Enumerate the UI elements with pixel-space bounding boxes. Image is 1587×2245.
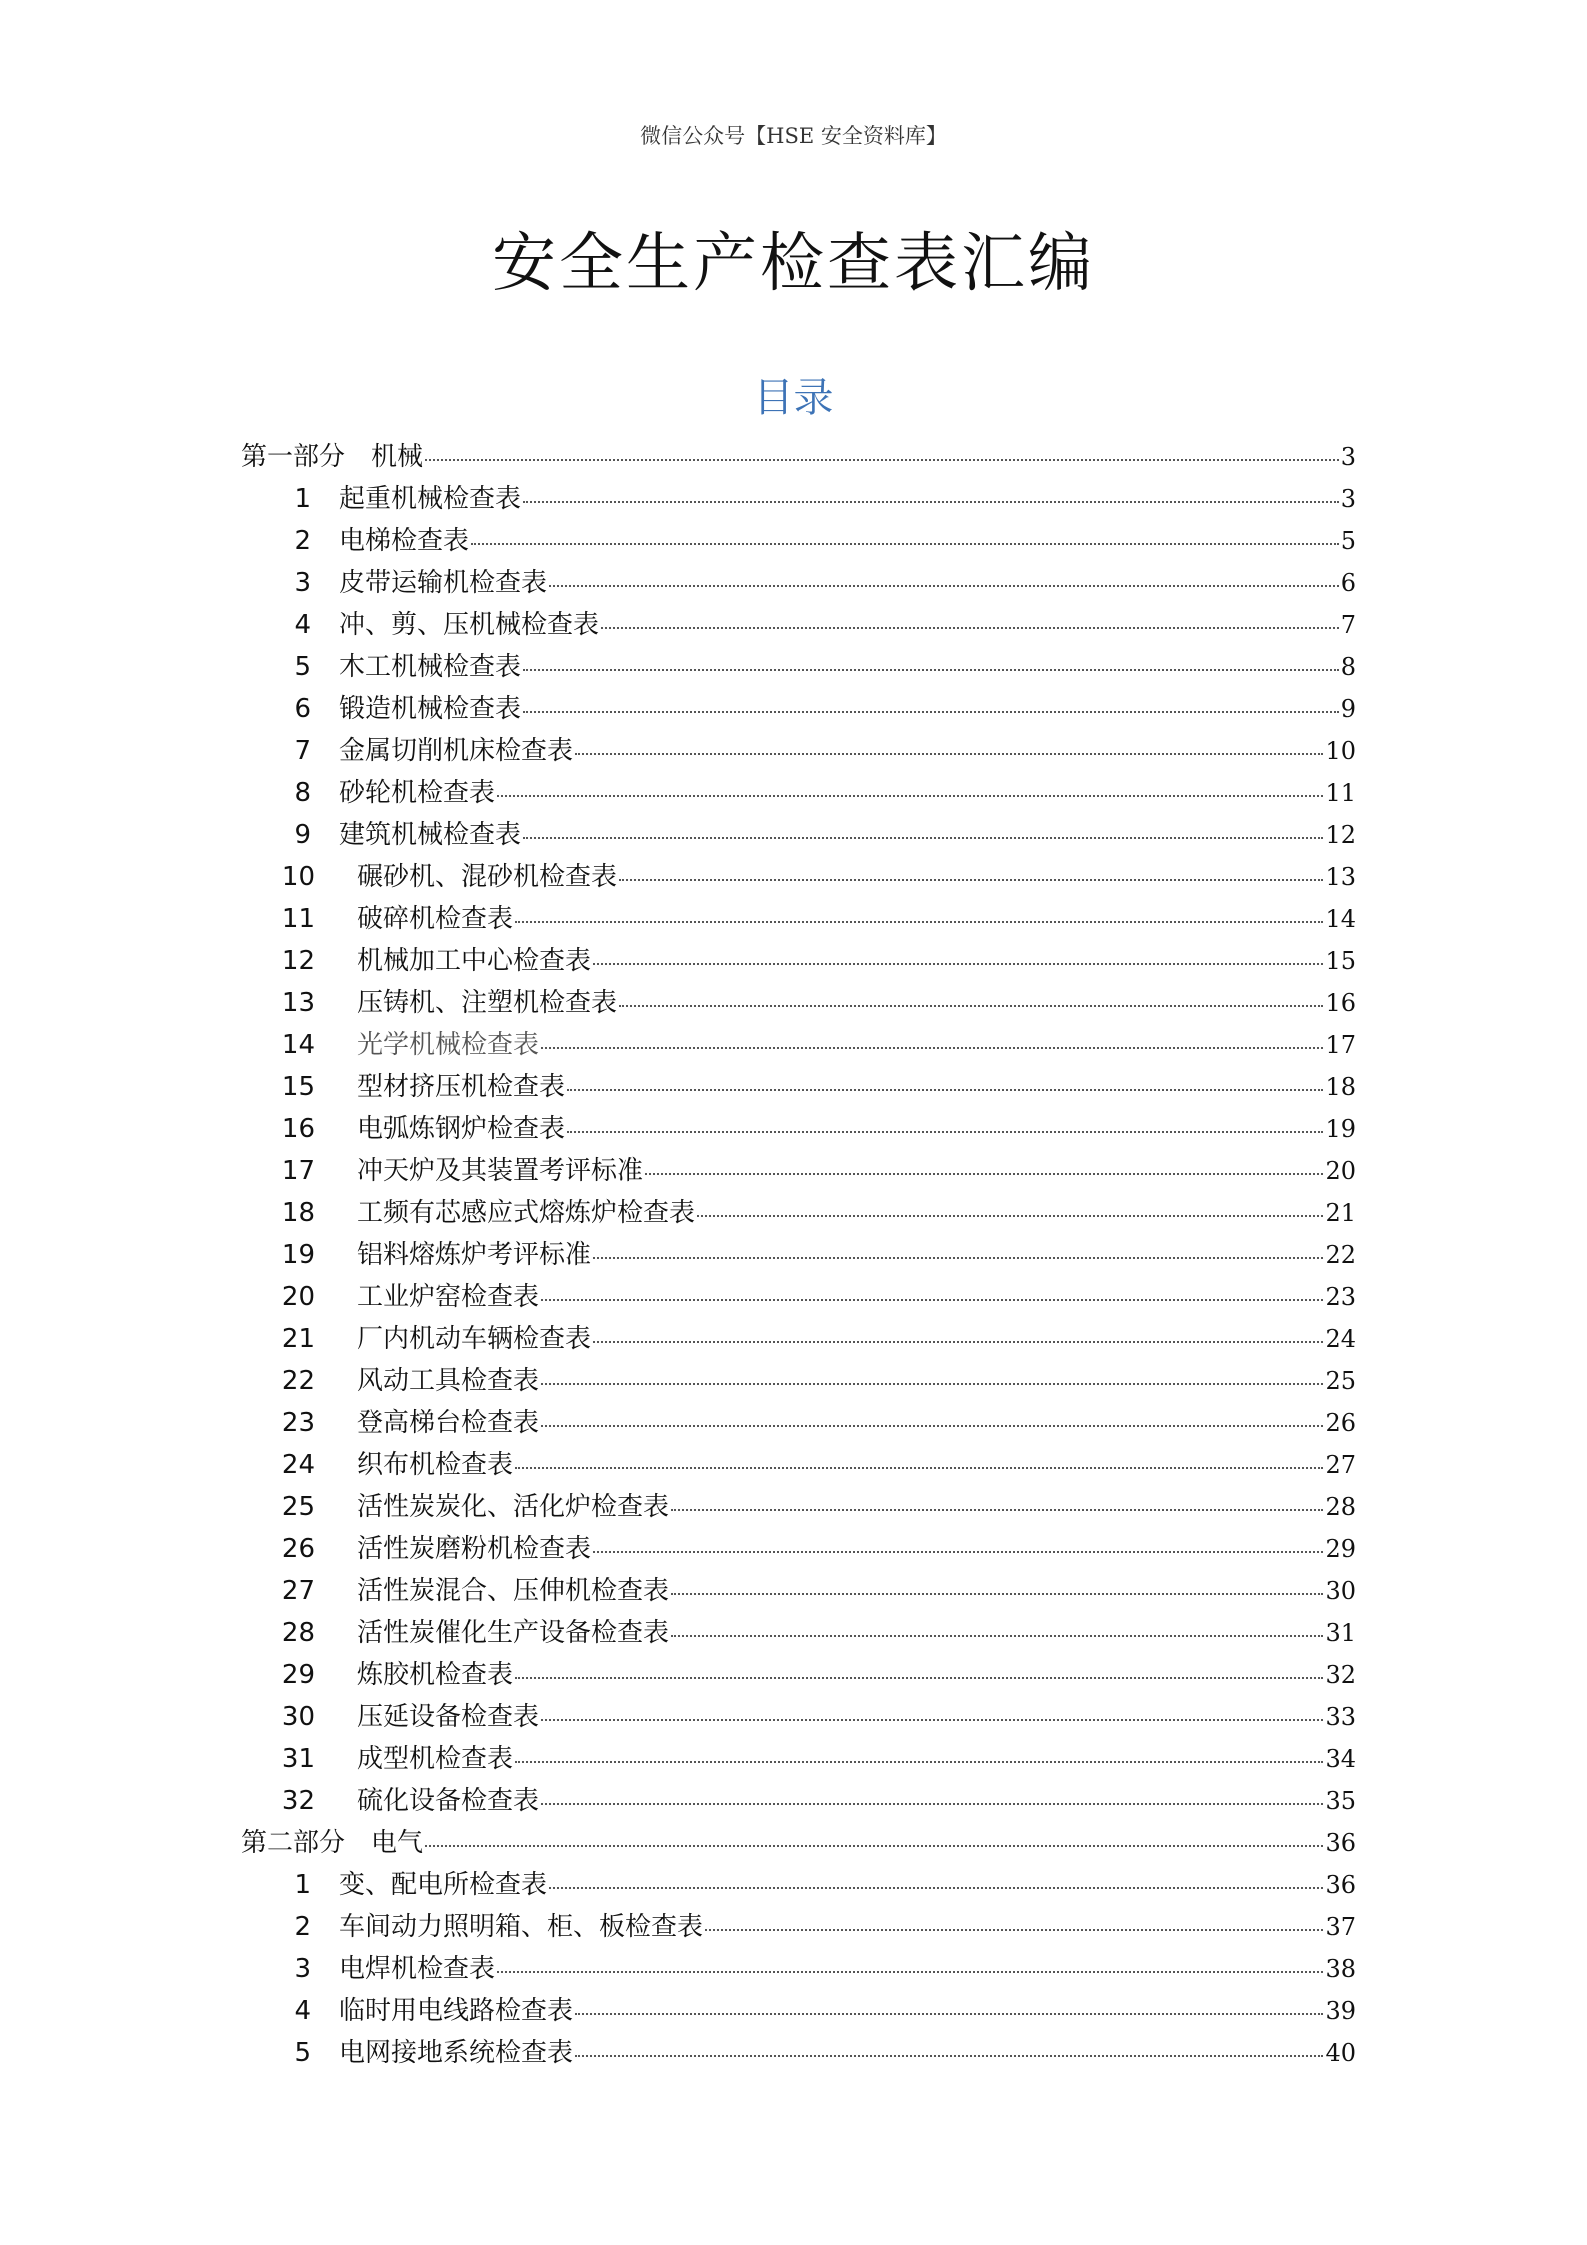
toc-entry-number: 3 <box>294 1954 311 1984</box>
toc-entry[interactable] <box>241 1780 1356 1822</box>
toc-entry-number: 24 <box>281 1450 315 1480</box>
toc-entry[interactable] <box>241 940 1356 982</box>
toc-entry-label: 光学机械检查表 <box>357 1030 540 1060</box>
toc-entry-number: 11 <box>281 904 315 934</box>
toc-page-number: 17 <box>1325 1031 1356 1059</box>
toc-page-number: 6 <box>1340 569 1356 597</box>
toc-entry-number: 7 <box>294 736 311 766</box>
toc-entry[interactable] <box>241 646 1356 688</box>
toc-page-number: 40 <box>1325 2039 1356 2067</box>
toc-entry-number: 2 <box>294 526 311 556</box>
dot-leader <box>515 1677 1323 1679</box>
toc-entry-label: 建筑机械检查表 <box>339 820 522 850</box>
toc-entry-label: 起重机械检查表 <box>339 484 522 514</box>
toc-entry[interactable] <box>241 1528 1356 1570</box>
toc-page-number: 18 <box>1325 1073 1356 1101</box>
toc-page-number: 38 <box>1325 1955 1356 1983</box>
toc-entry[interactable] <box>241 814 1356 856</box>
dot-leader <box>541 1299 1323 1301</box>
toc-entry[interactable] <box>241 772 1356 814</box>
dot-leader <box>541 1383 1323 1385</box>
toc-entry-label: 变、配电所检查表 <box>339 1870 548 1900</box>
toc-section-entry[interactable] <box>241 1822 1356 1864</box>
dot-leader <box>697 1215 1323 1217</box>
toc-entry-number: 16 <box>281 1114 315 1144</box>
toc-entry[interactable] <box>241 1612 1356 1654</box>
toc-page-number: 12 <box>1325 821 1356 849</box>
toc-page-number: 25 <box>1325 1367 1356 1395</box>
toc-entry[interactable] <box>241 1570 1356 1612</box>
toc-entry-number: 1 <box>294 1870 311 1900</box>
toc-entry-number: 15 <box>281 1072 315 1102</box>
toc-entry-label: 织布机检查表 <box>357 1450 514 1480</box>
dot-leader <box>567 1089 1323 1091</box>
dot-leader <box>671 1593 1323 1595</box>
dot-leader <box>593 1257 1323 1259</box>
toc-page-number: 28 <box>1325 1493 1356 1521</box>
toc-entry-number: 19 <box>281 1240 315 1270</box>
toc-entry-label: 机械加工中心检查表 <box>357 946 592 976</box>
dot-leader <box>541 1803 1323 1805</box>
toc-entry-label: 风动工具检查表 <box>357 1366 540 1396</box>
dot-leader <box>705 1929 1323 1931</box>
toc-entry-number: 10 <box>281 862 315 892</box>
table-of-contents <box>241 436 1356 2074</box>
toc-page-number: 5 <box>1340 527 1356 555</box>
toc-entry-label: 金属切削机床检查表 <box>339 736 574 766</box>
toc-entry[interactable] <box>241 1150 1356 1192</box>
toc-entry-number: 30 <box>281 1702 315 1732</box>
dot-leader <box>471 543 1339 545</box>
toc-entry[interactable] <box>241 1108 1356 1150</box>
toc-page-number: 3 <box>1340 443 1356 471</box>
toc-entry-number: 3 <box>294 568 311 598</box>
toc-page-number: 33 <box>1325 1703 1356 1731</box>
toc-entry-number: 12 <box>281 946 315 976</box>
toc-entry-number: 1 <box>294 484 311 514</box>
toc-entry-number: 22 <box>281 1366 315 1396</box>
toc-entry-label: 铝料熔炼炉考评标准 <box>357 1240 592 1270</box>
toc-page-number: 34 <box>1325 1745 1356 1773</box>
toc-page-number: 27 <box>1325 1451 1356 1479</box>
dot-leader <box>523 501 1339 503</box>
toc-entry-label: 厂内机动车辆检查表 <box>357 1324 592 1354</box>
toc-entry-number: 28 <box>281 1618 315 1648</box>
toc-entry-label: 锻造机械检查表 <box>339 694 522 724</box>
toc-entry-number: 18 <box>281 1198 315 1228</box>
dot-leader <box>541 1425 1323 1427</box>
toc-page-number: 7 <box>1340 611 1356 639</box>
dot-leader <box>523 711 1339 713</box>
toc-entry-label: 活性炭催化生产设备检查表 <box>357 1618 670 1648</box>
dot-leader <box>497 795 1323 797</box>
dot-leader <box>497 1971 1323 1973</box>
toc-page-number: 39 <box>1325 1997 1356 2025</box>
toc-entry-number: 14 <box>281 1030 315 1060</box>
dot-leader <box>671 1635 1323 1637</box>
dot-leader <box>593 1551 1323 1553</box>
toc-entry-number: 13 <box>281 988 315 1018</box>
toc-entry-label: 电梯检查表 <box>339 526 470 556</box>
toc-entry-label: 碾砂机、混砂机检查表 <box>357 862 618 892</box>
toc-entry-label: 压延设备检查表 <box>357 1702 540 1732</box>
toc-entry[interactable] <box>241 1276 1356 1318</box>
dot-leader <box>515 1467 1323 1469</box>
toc-entry-number: 20 <box>281 1282 315 1312</box>
toc-entry[interactable] <box>241 604 1356 646</box>
toc-entry-label: 登高梯台检查表 <box>357 1408 540 1438</box>
toc-page-number: 13 <box>1325 863 1356 891</box>
toc-entry[interactable] <box>241 1318 1356 1360</box>
toc-page-number: 10 <box>1325 737 1356 765</box>
dot-leader <box>541 1047 1323 1049</box>
toc-page-number: 21 <box>1325 1199 1356 1227</box>
toc-entry-label: 工业炉窑检查表 <box>357 1282 540 1312</box>
toc-entry-number: 4 <box>294 610 311 640</box>
toc-entry[interactable] <box>241 478 1356 520</box>
toc-page-number: 9 <box>1340 695 1356 723</box>
toc-entry-number: 29 <box>281 1660 315 1690</box>
toc-page-number: 19 <box>1325 1115 1356 1143</box>
dot-leader <box>425 1845 1323 1847</box>
toc-page-number: 14 <box>1325 905 1356 933</box>
toc-entry-label: 破碎机检查表 <box>357 904 514 934</box>
dot-leader <box>575 2055 1323 2057</box>
toc-entry[interactable] <box>241 1024 1356 1066</box>
toc-entry-label: 工频有芯感应式熔炼炉检查表 <box>357 1198 696 1228</box>
toc-page-number: 31 <box>1325 1619 1356 1647</box>
dot-leader <box>515 921 1323 923</box>
toc-entry-number: 25 <box>281 1492 315 1522</box>
toc-entry[interactable] <box>241 688 1356 730</box>
toc-entry-label: 硫化设备检查表 <box>357 1786 540 1816</box>
toc-entry-label: 木工机械检查表 <box>339 652 522 682</box>
dot-leader <box>645 1173 1323 1175</box>
dot-leader <box>523 669 1339 671</box>
toc-entry[interactable] <box>241 898 1356 940</box>
toc-page-number: 37 <box>1325 1913 1356 1941</box>
toc-entry-number: 5 <box>294 652 311 682</box>
toc-entry[interactable] <box>241 730 1356 772</box>
toc-entry[interactable] <box>241 1444 1356 1486</box>
toc-entry-label: 电弧炼钢炉检查表 <box>357 1114 566 1144</box>
toc-heading: 目录 <box>753 375 834 421</box>
toc-entry-number: 9 <box>294 820 311 850</box>
dot-leader <box>593 963 1323 965</box>
toc-entry-label: 临时用电线路检查表 <box>339 1996 574 2026</box>
dot-leader <box>567 1131 1323 1133</box>
toc-entry[interactable] <box>241 562 1356 604</box>
toc-page-number: 23 <box>1325 1283 1356 1311</box>
toc-entry[interactable] <box>241 1948 1356 1990</box>
toc-entry[interactable] <box>241 1654 1356 1696</box>
toc-entry-label: 型材挤压机检查表 <box>357 1072 566 1102</box>
toc-page-number: 35 <box>1325 1787 1356 1815</box>
dot-leader <box>575 753 1323 755</box>
dot-leader <box>523 837 1323 839</box>
toc-page-number: 16 <box>1325 989 1356 1017</box>
toc-page-number: 26 <box>1325 1409 1356 1437</box>
toc-entry-number: 5 <box>294 2038 311 2068</box>
toc-entry-number: 31 <box>281 1744 315 1774</box>
toc-page-number: 30 <box>1325 1577 1356 1605</box>
toc-entry-label: 活性炭磨粉机检查表 <box>357 1534 592 1564</box>
toc-entry-label: 冲天炉及其装置考评标准 <box>357 1156 644 1186</box>
dot-leader <box>619 1005 1323 1007</box>
toc-entry-label: 砂轮机检查表 <box>339 778 496 808</box>
toc-entry-number: 4 <box>294 1996 311 2026</box>
dot-leader <box>593 1341 1323 1343</box>
toc-page-number: 20 <box>1325 1157 1356 1185</box>
toc-page-number: 22 <box>1325 1241 1356 1269</box>
dot-leader <box>425 459 1339 461</box>
toc-entry-number: 6 <box>294 694 311 724</box>
toc-entry-label: 炼胶机检查表 <box>357 1660 514 1690</box>
toc-entry-label: 电焊机检查表 <box>339 1954 496 1984</box>
toc-entry[interactable] <box>241 982 1356 1024</box>
dot-leader <box>575 2013 1323 2015</box>
dot-leader <box>671 1509 1323 1511</box>
toc-entry[interactable] <box>241 1192 1356 1234</box>
toc-entry-label: 冲、剪、压机械检查表 <box>339 610 600 640</box>
dot-leader <box>549 585 1339 587</box>
toc-page-number: 32 <box>1325 1661 1356 1689</box>
toc-entry[interactable] <box>241 1738 1356 1780</box>
toc-page-number: 11 <box>1325 779 1356 807</box>
toc-entry-label: 压铸机、注塑机检查表 <box>357 988 618 1018</box>
toc-entry-label: 第二部分 电气 <box>241 1828 424 1858</box>
toc-entry-label: 第一部分 机械 <box>241 442 424 472</box>
toc-entry-number: 27 <box>281 1576 315 1606</box>
toc-entry[interactable] <box>241 1990 1356 2032</box>
toc-entry[interactable] <box>241 1234 1356 1276</box>
toc-entry[interactable] <box>241 1066 1356 1108</box>
toc-entry-number: 21 <box>281 1324 315 1354</box>
toc-page-number: 3 <box>1340 485 1356 513</box>
dot-leader <box>601 627 1339 629</box>
toc-page-number: 36 <box>1325 1871 1356 1899</box>
toc-page-number: 36 <box>1325 1829 1356 1857</box>
dot-leader <box>541 1719 1323 1721</box>
toc-entry-label: 车间动力照明箱、柜、板检查表 <box>339 1912 704 1942</box>
toc-entry[interactable] <box>241 1864 1356 1906</box>
toc-page-number: 29 <box>1325 1535 1356 1563</box>
toc-page-number: 24 <box>1325 1325 1356 1353</box>
toc-entry[interactable] <box>241 1696 1356 1738</box>
toc-entry-label: 电网接地系统检查表 <box>339 2038 574 2068</box>
toc-entry-label: 活性炭混合、压伸机检查表 <box>357 1576 670 1606</box>
toc-entry[interactable] <box>241 1906 1356 1948</box>
document-title: 安全生产检查表汇编 <box>492 227 1095 301</box>
toc-entry[interactable] <box>241 520 1356 562</box>
toc-entry-number: 17 <box>281 1156 315 1186</box>
toc-entry-label: 活性炭炭化、活化炉检查表 <box>357 1492 670 1522</box>
toc-entry[interactable] <box>241 1402 1356 1444</box>
dot-leader <box>619 879 1323 881</box>
toc-page-number: 8 <box>1340 653 1356 681</box>
dot-leader <box>515 1761 1323 1763</box>
toc-entry[interactable] <box>241 1360 1356 1402</box>
toc-entry-number: 2 <box>294 1912 311 1942</box>
toc-entry[interactable] <box>241 1486 1356 1528</box>
toc-entry[interactable] <box>241 2032 1356 2074</box>
toc-section-entry[interactable] <box>241 436 1356 478</box>
toc-entry-number: 32 <box>281 1786 315 1816</box>
toc-page-number: 15 <box>1325 947 1356 975</box>
dot-leader <box>549 1887 1323 1889</box>
toc-entry-number: 8 <box>294 778 311 808</box>
toc-entry-label: 皮带运输机检查表 <box>339 568 548 598</box>
toc-entry-number: 23 <box>281 1408 315 1438</box>
toc-entry-number: 26 <box>281 1534 315 1564</box>
page-header: 微信公众号【HSE 安全资料库】 <box>640 124 947 148</box>
toc-entry-label: 成型机检查表 <box>357 1744 514 1774</box>
toc-entry[interactable] <box>241 856 1356 898</box>
